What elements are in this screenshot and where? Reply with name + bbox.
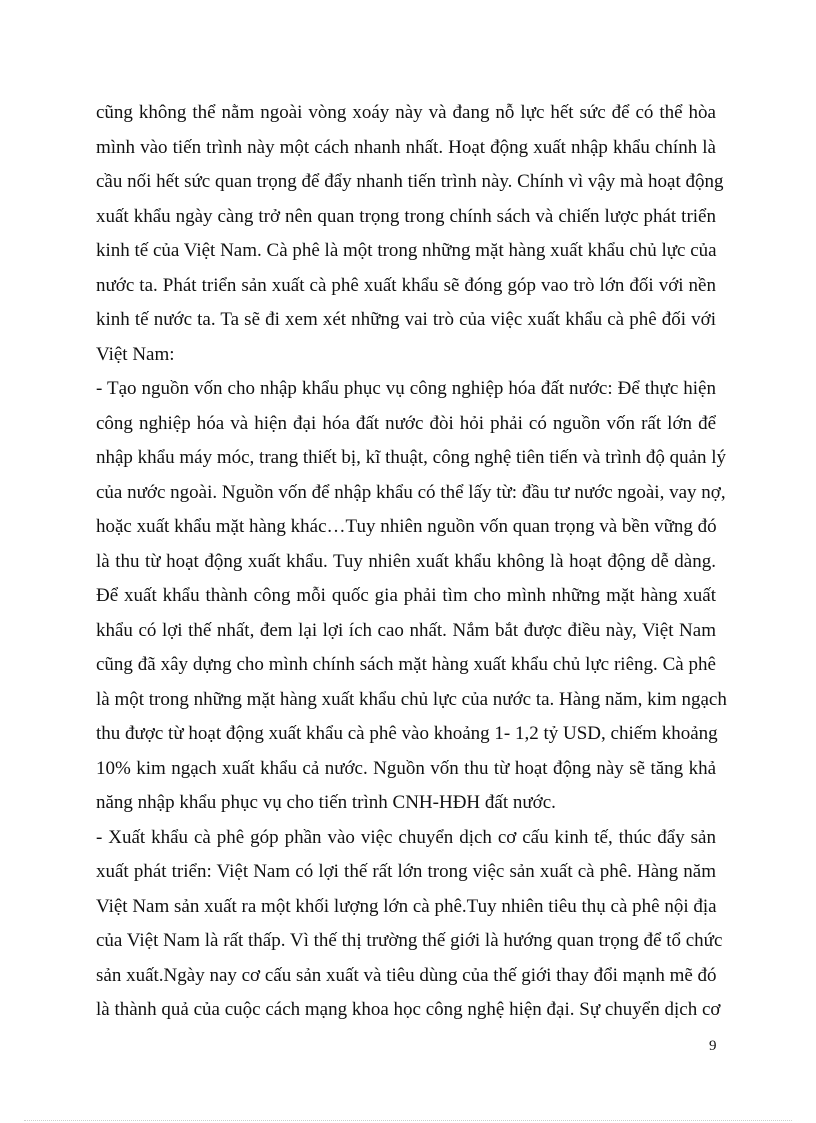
text-line: là thu từ hoạt động xuất khẩu. Tuy nhiên xuất khẩu không là hoạt động dễ dàng. <box>96 550 716 572</box>
text-line: nước ta. Phát triển sản xuất cà phê xuất khẩu sẽ đóng góp vao trò lớn đối với nền <box>96 274 716 296</box>
text-line: cầu nối hết sức quan trọng để đẩy nhanh tiến trình này. Chính vì vậy mà hoạt động <box>96 171 724 192</box>
text-line: cũng không thể nằm ngoài vòng xoáy này và đang nỗ lực hết sức để có thể hòa <box>96 102 716 123</box>
body-text <box>96 96 727 1028</box>
page-number: 9 <box>709 1038 717 1054</box>
paragraph-economic-restructuring <box>96 821 723 1028</box>
text-line: - Xuất khẩu cà phê góp phần vào việc chuyển dịch cơ cấu kinh tế, thúc đẩy sản <box>96 826 716 848</box>
text-line: của nước ngoài. Nguồn vốn để nhập khẩu có thể lấy từ: đầu tư nước ngoài, vay nợ, <box>96 481 726 503</box>
text-line: là thành quả của cuộc cách mạng khoa học công nghệ hiện đại. Sự chuyển dịch cơ <box>96 999 721 1020</box>
text-line: là một trong những mặt hàng xuất khẩu chủ lực của nước ta. Hàng năm, kim ngạch <box>96 688 727 710</box>
text-line: xuất phát triển: Việt Nam có lợi thế rất lớn trong việc sản xuất cà phê. Hàng năm <box>96 861 716 882</box>
text-line: 10% kim ngạch xuất khẩu cả nước. Nguồn vốn thu từ hoạt động này sẽ tăng khả <box>96 757 716 779</box>
text-line: cũng đã xây dựng cho mình chính sách mặt hàng xuất khẩu chủ lực riêng. Cà phê <box>96 654 716 675</box>
text-line: mình vào tiến trình này một cách nhanh nhất. Hoạt động xuất nhập khẩu chính là <box>96 136 716 158</box>
text-line: Để xuất khẩu thành công mỗi quốc gia phải tìm cho mình những mặt hàng xuất <box>96 585 716 606</box>
text-line: - Tạo nguồn vốn cho nhập khẩu phục vụ công nghiệp hóa đất nước: Để thực hiện <box>96 378 716 399</box>
paragraph-capital-for-imports <box>96 372 727 821</box>
footer-divider <box>24 1120 792 1121</box>
paragraph-intro <box>96 96 724 372</box>
text-line: nhập khẩu máy móc, trang thiết bị, kĩ thuật, công nghệ tiên tiến và trình độ quản lý <box>96 447 727 468</box>
text-line: năng nhập khẩu phục vụ cho tiến trình CNH-HĐH đất nước. <box>96 792 556 813</box>
text-line: của Việt Nam là rất thấp. Vì thế thị trường thế giới là hướng quan trọng để tổ chức <box>96 930 723 951</box>
text-line: Việt Nam: <box>96 343 175 365</box>
text-line: kinh tế nước ta. Ta sẽ đi xem xét những vai trò của việc xuất khẩu cà phê đối với <box>96 309 716 330</box>
text-line: công nghiệp hóa và hiện đại hóa đất nước đòi hỏi phải có nguồn vốn rất lớn để <box>96 412 716 434</box>
text-line: kinh tế của Việt Nam. Cà phê là một trong những mặt hàng xuất khẩu chủ lực của <box>96 240 717 261</box>
text-line: thu được từ hoạt động xuất khẩu cà phê vào khoảng 1- 1,2 tỷ USD, chiếm khoảng <box>96 723 718 744</box>
text-line: Việt Nam sản xuất ra một khối lượng lớn cà phê.Tuy nhiên tiêu thụ cà phê nội địa <box>96 895 717 917</box>
text-line: sản xuất.Ngày nay cơ cấu sản xuất và tiêu dùng của thế giới thay đổi mạnh mẽ đó <box>96 964 717 986</box>
text-line: khẩu có lợi thế nhất, đem lại lợi ích cao nhất. Nắm bắt được điều này, Việt Nam <box>96 619 716 641</box>
text-line: hoặc xuất khẩu mặt hàng khác…Tuy nhiên nguồn vốn quan trọng và bền vững đó <box>96 516 717 537</box>
text-line: xuất khẩu ngày càng trở nên quan trọng trong chính sách và chiến lược phát triển <box>96 205 716 227</box>
